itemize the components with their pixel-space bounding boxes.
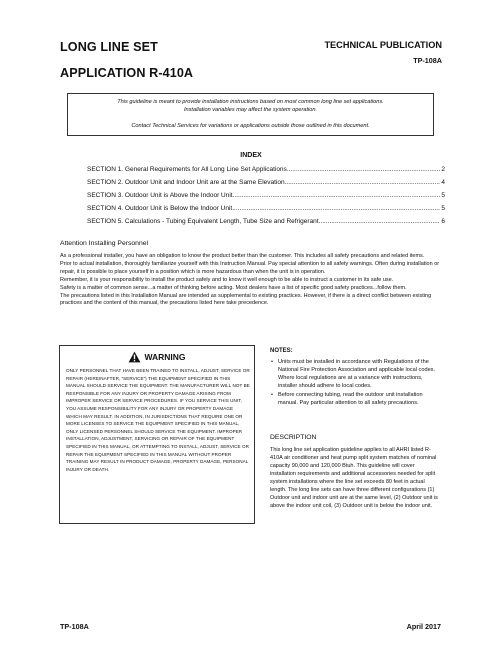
index-entry-text: SECTION 1. General Requirements for All Long Line Set Applications [87,166,287,173]
publication-type: TECHNICAL PUBLICATION [324,40,442,50]
index-entry[interactable] [87,205,445,212]
notes-heading: NOTES: [270,348,293,354]
attention-paragraph: The precautions listed in this Installation Manual are intended as supplemental to existing practices. However, if there is a direct conflict between existing practices and the content of this manual, the precautions listed here take precedence. [60,292,432,307]
index-entry-text: SECTION 3. Outdoor Unit is Above the Indoor Unit [87,192,233,199]
warning-box [59,345,255,524]
index-entry[interactable] [87,179,445,186]
index-entry-text: SECTION 5. Calculations - Tubing Equivalent Length, Tube Size and Refrigerant [87,218,319,225]
attention-paragraph: As a professional installer, you have an obligation to know the product better than the customer. This includes all safety precautions and related items. [60,253,425,259]
index-entry[interactable] [87,192,445,199]
guideline-line-3: Contact Technical Services for variations or applications outside those outlined in this document. [131,123,370,129]
description-body: This long line set application guideline applies to all AHRI listed R-410A air conditioner and heat pump split system matches of nominal capacity 90,000 and 120,000 Btuh. This guideline will cover installation requirements and additional accessories needed for split system installations where the line set exceeds 80 feet in actual length. The long line sets can have three different configurations (1) Outdoor unit and indoor unit are at the same level, (2) Outdoor unit is above the indoor unit coil, (3) Outdoor unit is below the indoor unit. [270,447,438,509]
warning-title: WARNING [144,352,186,362]
footer-doc-number: TP-108A [60,622,89,631]
publication-number: TP-108A [413,56,442,65]
warning-triangle-icon [128,351,141,363]
guideline-notice-box [67,93,434,136]
guideline-line-2: Installation variables may affect the system operation. [183,107,318,113]
note-item: • Before connecting tubing, read the outdoor unit installation manual. Pay particular attention to all safety precautions. [270,391,442,407]
warning-text: ONLY PERSONNEL THAT HAVE BEEN TRAINED TO INSTALL, ADJUST, SERVICE OR REPAIR (HEREINAFTER, “SERVICE”) THE EQUIPMENT SPECIFIED IN THIS MANUAL SHOULD SERVICE THE EQUIPMENT. THE MANUFACTURER WILL NOT BE RESPONSIBLE FOR ANY INJURY OR PROPERTY DAMAGE ARISING FROM IMPROPER SERVICE OR SERVICE PROCEDURES. IF YOU SERVICE THIS UNIT, YOU ASSUME RESPONSIBILITY FOR ANY INJURY OR PROPERTY DAMAGE WHICH MAY RESULT. IN ADDITION, IN JURISDICTIONS THAT REQUIRE ONE OR MORE LICENSES TO SERVICE THE EQUIPMENT SPECIFIED IN THIS MANUAL, ONLY LICENSED PERSONNEL SHOULD SERVICE THE EQUIPMENT. IMPROPER INSTALLATION, ADJUSTMENT, SERVICING OR REPAIR OF THE EQUIPMENT SPECIFIED IN THIS MANUAL, OR ATTEMPTING TO INSTALL, ADJUST, SERVICE OR REPAIR THE EQUIPMENT SPECIFIED IN THIS MANUAL WITHOUT PROPER TRAINING MAY RESULT IN PRODUCT DAMAGE, PROPERTY DAMAGE, PERSONAL INJURY OR DEATH. [66,368,250,472]
index-entry-page: 2 [441,166,445,173]
index-entry-text: SECTION 4. Outdoor Unit is Below the Indoor Unit [87,205,233,212]
index-entry-page: 4 [441,179,445,186]
footer-date: April 2017 [406,622,441,631]
index-entry-page: 6 [441,218,445,225]
index-entry[interactable] [87,166,445,173]
guideline-line-1: This guideline is meant to provide installation instructions based on most common long line set applications. [117,99,384,105]
index-entry[interactable] [87,218,445,225]
index-entry-page: 5 [441,192,445,199]
attention-heading: Attention Installing Personnel [60,240,149,247]
document-title-line1: LONG LINE SET [60,40,158,54]
description-heading: DESCRIPTION [270,434,317,441]
note-item: • Units must be installed in accordance with Regulations of the National Fire Protection Association and applicable local codes. Where local regulations are at a variance with instructions, installer should adhere to local codes. [270,358,442,390]
warning-header [60,351,254,363]
attention-body [60,253,442,308]
document-title-line2: APPLICATION R-410A [60,66,194,80]
attention-paragraph: Safety is a matter of common sense...a matter of thinking before acting. Most dealers have a list of specific good safety practices...follow them. [60,284,407,291]
index-entry-text: SECTION 2. Outdoor Unit and Indoor Unit are at the Same Elevation [87,179,285,186]
index-title: INDEX [240,152,262,159]
index-entry-page: 5 [441,205,445,212]
notes-list [270,358,442,408]
attention-paragraph: Prior to actual installation, thoroughly familiarize yourself with this Instruction Manual. Pay special attention to all safety warnings. Often during installation or repair, it is possible to place yourself in a position which is more hazardous than when the unit is in operation. [60,260,440,275]
attention-paragraph: Remember, it is your responsibility to install the product safely and to know it well enough to be able to instruct a customer in its safe use. [60,276,394,283]
